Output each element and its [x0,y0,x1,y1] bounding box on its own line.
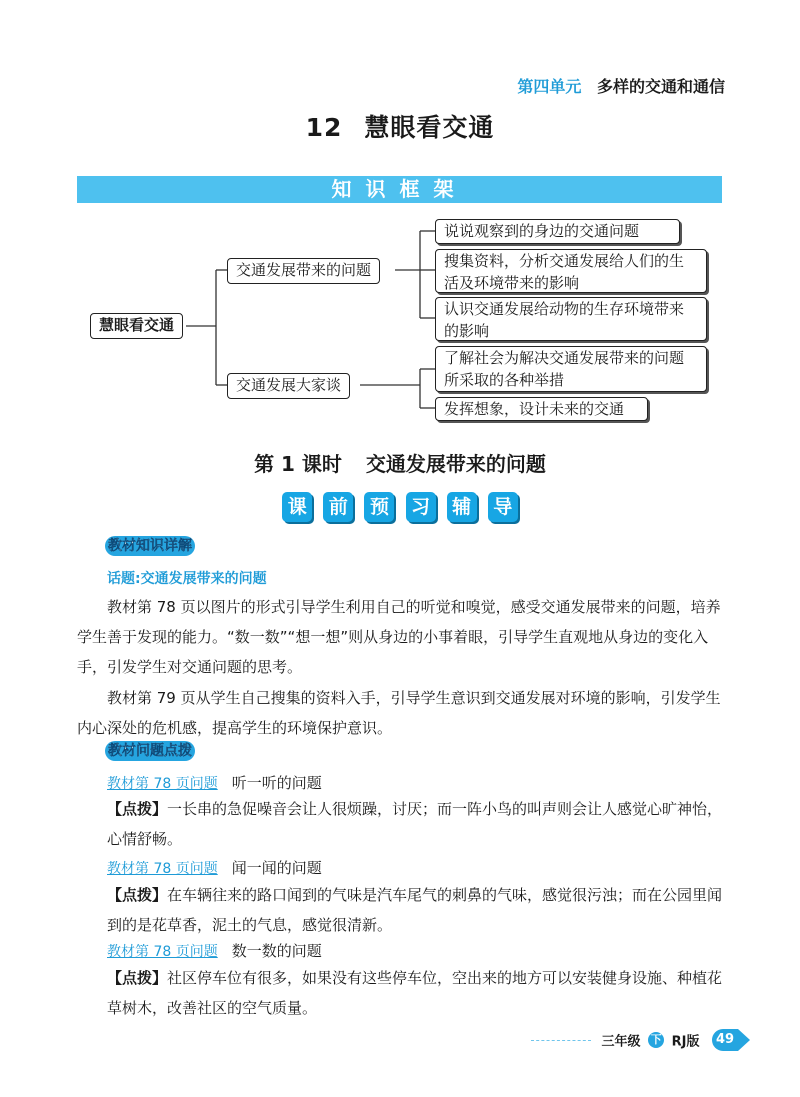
page-number: 49 [712,1029,738,1051]
answer [107,880,727,940]
answer-tag: 【点拨】 [107,886,168,904]
answer [107,963,727,1023]
mindmap-branch-2: 交通发展大家谈 [227,373,350,399]
mindmap-leaf: 说说观察到的身边的交通问题 [435,219,680,244]
question-line [107,857,322,878]
preview-banner [0,492,800,522]
topic-label: 话题:交通发展带来的问题 [107,571,267,587]
chapter-number: 12 [305,113,343,142]
answer-text: 社区停车位有很多，如果没有这些停车位，空出来的地方可以安装健身设施、种植花草树木，改善社区的空气质量。 [107,969,723,1017]
banner-char: 导 [488,492,518,522]
chapter-name: 慧眼看交通 [364,113,495,142]
answer-tag: 【点拨】 [107,800,168,818]
footer-edition: RJ版 [671,1034,700,1050]
lesson-title [0,448,800,477]
lesson-period: 第 1 课时 [254,452,342,476]
question-ref: 教材第 78 页问题 [107,944,218,960]
framework-banner: 知识框架 [77,176,722,203]
lesson-name: 交通发展带来的问题 [365,452,546,476]
question-line [107,940,322,961]
mindmap-root: 慧眼看交通 [90,313,183,339]
question-ref: 教材第 78 页问题 [107,776,218,792]
question-title: 闻一闻的问题 [231,859,322,877]
page-footer [531,1029,738,1053]
unit-title: 多样的交通和通信 [596,77,725,96]
banner-char: 预 [364,492,394,522]
badge-label: 教材知识详解 [105,536,195,556]
banner-char: 习 [406,492,436,522]
answer-text: 在车辆往来的路口闻到的气味是汽车尾气的刺鼻的气味，感觉很污浊；而在公园里闻到的是花草香，泥土的气息，感觉很清新。 [107,886,723,934]
footer-grade: 三年级 [601,1034,641,1050]
banner-char: 前 [323,492,353,522]
paragraph: 教材第 78 页以图片的形式引导学生利用自己的听觉和嗅觉，感受交通发展带来的问题，培养学生善于发现的能力。“数一数”“想一想”则从身边的小事着眼，引导学生直观地从身边的变化入手，引发学生对交通问题的思考。 [77,598,721,676]
footer-divider [531,1040,591,1041]
banner-char: 课 [282,492,312,522]
question-line [107,772,322,793]
question-title: 听一听的问题 [231,774,322,792]
badge-label: 教材问题点拨 [105,741,195,761]
question-title: 数一数的问题 [231,942,322,960]
question-ref: 教材第 78 页问题 [107,861,218,877]
banner-char: 辅 [447,492,477,522]
answer-text: 一长串的急促噪音会让人很烦躁，讨厌；而一阵小鸟的叫声则会让人感觉心旷神怡，心情舒畅。 [107,800,723,848]
answer-tag: 【点拨】 [107,969,168,987]
section-badge-questions [105,740,195,762]
footer-term: 下 [648,1032,664,1048]
mindmap-leaf: 了解社会为解决交通发展带来的问题所采取的各种举措 [435,346,707,392]
mindmap-leaf: 发挥想象，设计未来的交通 [435,397,648,421]
answer [107,794,727,854]
mindmap-leaf: 搜集资料，分析交通发展给人们的生活及环境带来的影响 [435,249,707,293]
paragraph: 教材第 79 页从学生自己搜集的资料入手，引导学生意识到交通发展对环境的影响，引发学生内心深处的危机感，提高学生的环境保护意识。 [77,689,721,737]
mindmap-leaf: 认识交通发展给动物的生存环境带来的影响 [435,297,707,341]
section-badge-knowledge [105,535,195,557]
unit-number: 第四单元 [517,77,582,96]
mindmap-branch-1: 交通发展带来的问题 [227,258,380,284]
